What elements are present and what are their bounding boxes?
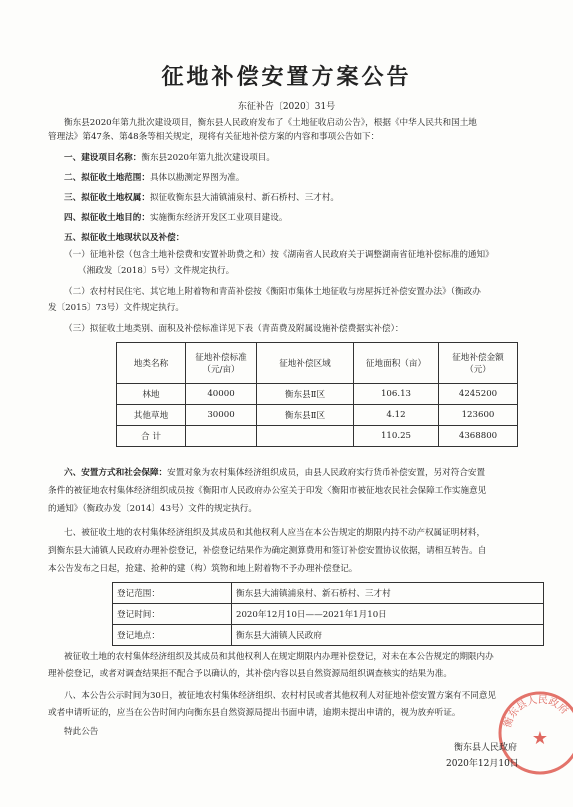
table-cell: 林地 bbox=[117, 384, 186, 405]
signature-org: 衡东县人民政府 bbox=[454, 743, 518, 753]
item-4 bbox=[64, 212, 564, 225]
section7-line3: 本公告发布之日起，抢建、抢种的建（构）筑物和地上附着物不予办理补偿登记。 bbox=[48, 564, 358, 574]
table-row bbox=[117, 384, 518, 405]
after-reg-line2: 理补偿登记，或者对调查结果拒不配合予以确认的，其补偿内容以县自然资源局组织调查核实的结果为准。 bbox=[48, 669, 452, 679]
table-row bbox=[113, 604, 544, 625]
reg-value: 衡东县大浦镇浦泉村、新石桥村、三才村 bbox=[232, 583, 544, 604]
intro-line-2: 管理法》第47条、第48条等相关规定，现将有关征地补偿方案的内容和事项公告如下： bbox=[48, 132, 380, 142]
section5-p2-line1: （二）农村村民住宅、其它地上附着物和青苗补偿按《衡阳市集体土地征收与房屋拆迁补偿安置办法》（衡政办 bbox=[64, 287, 481, 297]
section5-p2-line2: 发〔2015〕73号）文件规定执行。 bbox=[48, 303, 184, 313]
table-cell: 4245200 bbox=[439, 384, 518, 405]
section6-line1 bbox=[64, 467, 564, 480]
table-cell bbox=[186, 426, 257, 447]
table-cell: 4.12 bbox=[354, 405, 439, 426]
intro-line-1: 衡东县2020年第九批次建设项目，衡东县人民政府发布了《土地征收启动公告》，根据《中华人民共和国土地 bbox=[64, 118, 477, 128]
seal-text: 衡东县人民政府 bbox=[502, 694, 570, 730]
document-number: 东征补告〔2020〕31号 bbox=[237, 102, 336, 112]
table-cell: 30000 bbox=[186, 405, 257, 426]
reg-label: 登记时间： bbox=[113, 604, 232, 625]
item-3-text: 拟征收衡东县大浦镇浦泉村、新石桥村、三才村。 bbox=[149, 193, 340, 203]
closing: 特此公告 bbox=[64, 727, 99, 737]
table-total-row bbox=[117, 426, 518, 447]
table-header: 征地面积（亩） bbox=[354, 343, 439, 384]
svg-text:★: ★ bbox=[531, 728, 549, 749]
item-2-text: 具体以勘测定界图为准。 bbox=[149, 173, 245, 183]
registration-table bbox=[112, 582, 544, 646]
table-row bbox=[113, 583, 544, 604]
section7-line1: 七、被征收土地的农村集体经济组织及其成员和其他权利人应当在本公告规定的期限内持不动产权属证明材料， bbox=[64, 528, 486, 538]
section6-line3: 的通知》（衡政办发〔2014〕43号）文件的规定执行。 bbox=[48, 504, 257, 514]
reg-value: 衡东县大浦镇人民政府 bbox=[232, 625, 544, 646]
section5-p3: （三）拟征收土地类别、面积及补偿标准详见下表（青苗费及附属设施补偿费据实补偿）： bbox=[64, 324, 404, 334]
table-cell bbox=[257, 426, 354, 447]
table-row bbox=[117, 405, 518, 426]
table-header: 地类名称 bbox=[117, 343, 186, 384]
table-header: 征地补偿区域 bbox=[257, 343, 354, 384]
reg-label: 登记地点： bbox=[113, 625, 232, 646]
item-4-text: 实施衡东经济开发区工业项目建设。 bbox=[149, 213, 288, 223]
item-2-head: 二、拟征收土地范围： bbox=[64, 173, 150, 183]
table-header: 征地补偿金额（元） bbox=[439, 343, 518, 384]
table-cell: 106.13 bbox=[354, 384, 439, 405]
section6-line2: 条件的被征地农村集体经济组织成员按《衡阳市人民政府办公室关于印发〈衡阳市被征地农民社会保障工作实施意见 bbox=[48, 486, 487, 496]
compensation-table bbox=[116, 342, 518, 447]
item-1 bbox=[64, 152, 564, 165]
table-header-row bbox=[117, 343, 518, 384]
section6-head: 六、安置方式和社会保障： bbox=[64, 468, 168, 478]
item-1-head: 一、建设项目名称： bbox=[64, 153, 142, 163]
total-label: 合 计 bbox=[117, 426, 186, 447]
total-area: 110.25 bbox=[354, 426, 439, 447]
signature-date: 2020年12月10日 bbox=[446, 759, 519, 769]
table-cell: 衡东县Ⅱ区 bbox=[257, 405, 354, 426]
item-2 bbox=[64, 172, 564, 185]
reg-label: 登记范围： bbox=[113, 583, 232, 604]
item-1-text: 衡东县2020年第九批次建设项目。 bbox=[141, 153, 275, 163]
table-cell: 衡东县Ⅱ区 bbox=[257, 384, 354, 405]
item-4-head: 四、拟征收土地目的： bbox=[64, 213, 150, 223]
item-5 bbox=[64, 232, 564, 245]
section8-line2: 或者申请听证的，应当在公告时间内向衡东县自然资源局提出书面申请，逾期未提出申请的，视为放弃听证。 bbox=[48, 708, 461, 718]
section6-text: 安置对象为农村集体经济组织成员，由县人民政府实行货币补偿安置，另对符合安置 bbox=[167, 468, 486, 478]
section8-line1: 八、本公告公示时间为30日，被征地农村集体经济组织、农村村民或者其他权利人对征地补偿安置方案有不同意见 bbox=[64, 691, 497, 701]
item-5-head: 五、拟征收土地现状以及补偿： bbox=[64, 233, 185, 243]
reg-value: 2020年12月10日——2021年1月10日 bbox=[232, 604, 544, 625]
table-cell: 40000 bbox=[186, 384, 257, 405]
section5-p1-line2: （湘政发〔2018〕5号）文件规定执行。 bbox=[78, 266, 235, 276]
table-cell: 其他草地 bbox=[117, 405, 186, 426]
table-cell: 123600 bbox=[439, 405, 518, 426]
total-amount: 4368800 bbox=[439, 426, 518, 447]
table-header: 征地补偿标准（元/亩） bbox=[186, 343, 257, 384]
after-reg-line1: 被征收土地的农村集体经济组织及其成员和其他权利人在规定期限内办理补偿登记，对未在本公告规定的期限内办 bbox=[64, 652, 494, 662]
item-3 bbox=[64, 192, 564, 205]
page-title: 征地补偿安置方案公告 bbox=[161, 65, 412, 90]
table-row bbox=[113, 625, 544, 646]
section7-line2: 到衡东县大浦镇人民政府办理补偿登记，补偿登记结果作为确定测算费用和签订补偿安置协议依据，请相互转告。自 bbox=[48, 546, 487, 556]
section5-p1-line1: （一）征地补偿（包含土地补偿费和安置补助费之和）按《湖南省人民政府关于调整湖南省征地补偿标准的通知》 bbox=[64, 250, 494, 260]
item-3-head: 三、拟征收土地权属： bbox=[64, 193, 150, 203]
